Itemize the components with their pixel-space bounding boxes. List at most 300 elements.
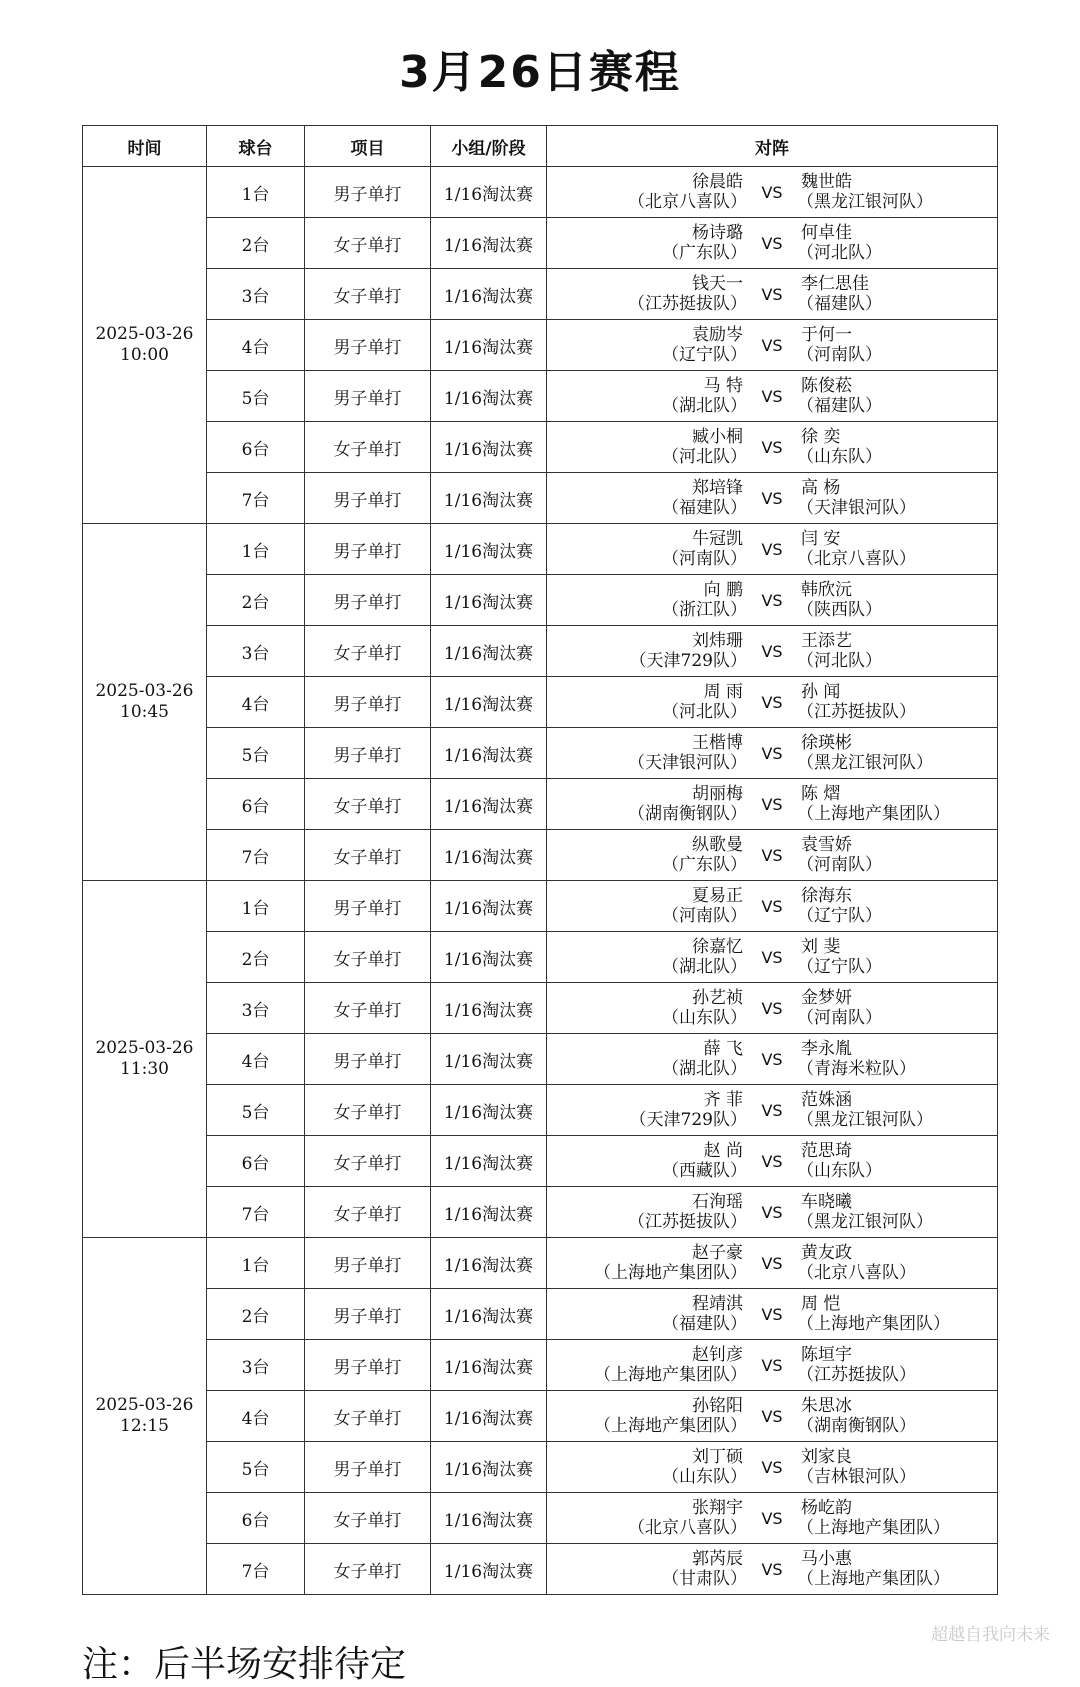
event-cell: 女子单打 (305, 1085, 431, 1136)
player-team: （上海地产集团队） (797, 1314, 950, 1334)
player-team: （广东队） (662, 243, 747, 263)
player-right (793, 631, 997, 671)
match-cell (547, 932, 998, 983)
stage-cell: 1/16淘汰赛 (431, 1493, 547, 1544)
player-right (793, 1192, 997, 1232)
table-row (83, 932, 998, 983)
player-name: 孙铭阳 (692, 1396, 743, 1416)
player-right (793, 172, 997, 212)
player-right (793, 937, 997, 977)
player-left (547, 1243, 751, 1283)
stage-cell: 1/16淘汰赛 (431, 1136, 547, 1187)
table-row (83, 1544, 998, 1595)
player-left (547, 988, 751, 1028)
stage-cell: 1/16淘汰赛 (431, 524, 547, 575)
event-cell: 男子单打 (305, 473, 431, 524)
player-name: 纵歌曼 (692, 835, 743, 855)
vs-label: VS (761, 1355, 783, 1375)
event-cell: 女子单打 (305, 626, 431, 677)
player-team: （江苏挺拔队） (797, 702, 916, 722)
player-team: （上海地产集团队） (594, 1263, 747, 1283)
table-row (83, 1187, 998, 1238)
table-row (83, 320, 998, 371)
vs-label: VS (761, 335, 783, 355)
player-name: 徐晨皓 (692, 172, 743, 192)
player-team: （江苏挺拔队） (628, 1212, 747, 1232)
player-name: 马小惠 (801, 1549, 852, 1569)
table-number-cell: 5台 (207, 728, 305, 779)
matchup (547, 983, 997, 1033)
player-team: （黑龙江银河队） (797, 1110, 933, 1130)
event-cell: 男子单打 (305, 1289, 431, 1340)
event-cell: 女子单打 (305, 983, 431, 1034)
table-number-cell: 3台 (207, 269, 305, 320)
player-name: 袁励岑 (692, 325, 743, 345)
match-cell (547, 575, 998, 626)
matchup (547, 269, 997, 319)
matchup (547, 1034, 997, 1084)
stage-cell: 1/16淘汰赛 (431, 677, 547, 728)
table-row (83, 626, 998, 677)
table-number-cell: 3台 (207, 1340, 305, 1391)
player-team: （上海地产集团队） (594, 1416, 747, 1436)
vs-label: VS (761, 998, 783, 1018)
table-row (83, 1289, 998, 1340)
table-row (83, 1391, 998, 1442)
player-team: （天津729队） (629, 1110, 747, 1130)
player-right (793, 1447, 997, 1487)
event-cell: 男子单打 (305, 1442, 431, 1493)
stage-cell: 1/16淘汰赛 (431, 422, 547, 473)
matchup (547, 1340, 997, 1390)
player-right (793, 682, 997, 722)
player-name: 徐嘉忆 (692, 937, 743, 957)
player-team: （湖北队） (662, 396, 747, 416)
header-row (83, 126, 998, 167)
player-name: 闫 安 (801, 529, 841, 549)
player-team: （上海地产集团队） (594, 1365, 747, 1385)
table-row (83, 473, 998, 524)
player-team: （福建队） (797, 396, 882, 416)
schedule-body (83, 167, 998, 1595)
vs-label: VS (761, 692, 783, 712)
vs-label: VS (761, 1253, 783, 1273)
player-team: （山东队） (662, 1008, 747, 1028)
stage-cell: 1/16淘汰赛 (431, 1238, 547, 1289)
player-name: 朱思冰 (801, 1396, 852, 1416)
matchup (547, 1238, 997, 1288)
event-cell: 男子单打 (305, 677, 431, 728)
date-text: 2025-03-26 (95, 1395, 194, 1415)
event-cell: 女子单打 (305, 422, 431, 473)
stage-cell: 1/16淘汰赛 (431, 473, 547, 524)
player-team: （黑龙江银河队） (797, 753, 933, 773)
player-name: 夏易正 (692, 886, 743, 906)
matchup (547, 677, 997, 727)
matchup (547, 1442, 997, 1492)
stage-cell: 1/16淘汰赛 (431, 1289, 547, 1340)
table-number-cell: 5台 (207, 1442, 305, 1493)
vs-label: VS (761, 1559, 783, 1579)
matchup (547, 320, 997, 370)
table-number-cell: 1台 (207, 524, 305, 575)
player-name: 周 恺 (801, 1294, 841, 1314)
player-team: （河北队） (662, 702, 747, 722)
player-team: （上海地产集团队） (797, 804, 950, 824)
player-team: （吉林银河队） (797, 1467, 916, 1487)
time-cell (83, 1238, 207, 1595)
stage-cell: 1/16淘汰赛 (431, 1340, 547, 1391)
match-cell (547, 677, 998, 728)
player-team: （北京八喜队） (628, 1518, 747, 1538)
table-number-cell: 5台 (207, 1085, 305, 1136)
note-text: 注：后半场安排待定 (82, 1644, 407, 1685)
player-name: 于何一 (801, 325, 852, 345)
player-name: 马 特 (703, 376, 743, 396)
match-cell (547, 1034, 998, 1085)
player-right (793, 1294, 997, 1334)
player-name: 王楷博 (692, 733, 743, 753)
player-name: 陈俊菘 (801, 376, 852, 396)
stage-cell: 1/16淘汰赛 (431, 1085, 547, 1136)
player-name: 程靖淇 (692, 1294, 743, 1314)
table-number-cell: 4台 (207, 677, 305, 728)
player-right (793, 427, 997, 467)
player-team: （北京八喜队） (628, 192, 747, 212)
matchup (547, 779, 997, 829)
player-name: 徐海东 (801, 886, 852, 906)
player-name: 薛 飞 (703, 1039, 743, 1059)
player-right (793, 988, 997, 1028)
player-team: （河北队） (662, 447, 747, 467)
table-number-cell: 2台 (207, 932, 305, 983)
player-name: 齐 菲 (703, 1090, 743, 1110)
player-name: 向 鹏 (703, 580, 743, 600)
table-row (83, 1238, 998, 1289)
matchup (547, 1085, 997, 1135)
player-name: 陈垣宇 (801, 1345, 852, 1365)
match-cell (547, 1085, 998, 1136)
matchup (547, 371, 997, 421)
match-cell (547, 1289, 998, 1340)
match-cell (547, 779, 998, 830)
event-cell: 女子单打 (305, 218, 431, 269)
match-cell (547, 830, 998, 881)
stage-cell: 1/16淘汰赛 (431, 269, 547, 320)
player-left (547, 376, 751, 416)
player-team: （河南队） (662, 906, 747, 926)
vs-label: VS (761, 947, 783, 967)
player-team: （上海地产集团队） (797, 1569, 950, 1589)
player-team: （湖北队） (662, 1059, 747, 1079)
stage-cell: 1/16淘汰赛 (431, 1442, 547, 1493)
player-name: 范姝涵 (801, 1090, 852, 1110)
header-table: 球台 (207, 126, 305, 167)
vs-label: VS (761, 386, 783, 406)
player-name: 赵子豪 (692, 1243, 743, 1263)
player-right (793, 1549, 997, 1589)
player-team: （河北队） (797, 651, 882, 671)
match-cell (547, 1136, 998, 1187)
stage-cell: 1/16淘汰赛 (431, 932, 547, 983)
stage-cell: 1/16淘汰赛 (431, 983, 547, 1034)
vs-label: VS (761, 182, 783, 202)
table-number-cell: 2台 (207, 218, 305, 269)
vs-label: VS (761, 641, 783, 661)
player-name: 赵 尚 (703, 1141, 743, 1161)
player-right (793, 223, 997, 263)
player-team: （天津银河队） (797, 498, 916, 518)
player-name: 李永胤 (801, 1039, 852, 1059)
table-row (83, 983, 998, 1034)
event-cell: 女子单打 (305, 932, 431, 983)
player-name: 赵钊彦 (692, 1345, 743, 1365)
player-left (547, 223, 751, 263)
player-team: （陕西队） (797, 600, 882, 620)
player-left (547, 835, 751, 875)
stage-cell: 1/16淘汰赛 (431, 575, 547, 626)
vs-label: VS (761, 284, 783, 304)
table-row (83, 1136, 998, 1187)
table-number-cell: 1台 (207, 167, 305, 218)
table-number-cell: 7台 (207, 830, 305, 881)
player-right (793, 376, 997, 416)
player-name: 刘家良 (801, 1447, 852, 1467)
table-number-cell: 5台 (207, 371, 305, 422)
player-right (793, 1498, 997, 1538)
player-left (547, 937, 751, 977)
table-number-cell: 7台 (207, 473, 305, 524)
player-name: 高 杨 (801, 478, 841, 498)
table-row (83, 728, 998, 779)
player-name: 孙艺祯 (692, 988, 743, 1008)
table-number-cell: 2台 (207, 1289, 305, 1340)
event-cell: 男子单打 (305, 881, 431, 932)
player-right (793, 478, 997, 518)
match-cell (547, 422, 998, 473)
player-left (547, 1447, 751, 1487)
matchup (547, 575, 997, 625)
match-cell (547, 1493, 998, 1544)
player-name: 王添艺 (801, 631, 852, 651)
player-left (547, 631, 751, 671)
player-right (793, 1039, 997, 1079)
player-left (547, 1498, 751, 1538)
matchup (547, 881, 997, 931)
player-left (547, 529, 751, 569)
player-name: 黄友政 (801, 1243, 852, 1263)
player-name: 魏世皓 (801, 172, 852, 192)
player-name: 臧小桐 (692, 427, 743, 447)
player-team: （辽宁队） (797, 957, 882, 977)
player-team: （河南队） (797, 345, 882, 365)
table-number-cell: 4台 (207, 1391, 305, 1442)
header-event: 项目 (305, 126, 431, 167)
player-team: （甘肃队） (662, 1569, 747, 1589)
table-row (83, 371, 998, 422)
stage-cell: 1/16淘汰赛 (431, 830, 547, 881)
player-name: 钱天一 (692, 274, 743, 294)
vs-label: VS (761, 590, 783, 610)
player-team: （湖北队） (662, 957, 747, 977)
player-team: （西藏队） (662, 1161, 747, 1181)
match-cell (547, 167, 998, 218)
matchup (547, 218, 997, 268)
table-row (83, 779, 998, 830)
table-number-cell: 7台 (207, 1187, 305, 1238)
date-text: 2025-03-26 (95, 681, 194, 701)
table-number-cell: 4台 (207, 1034, 305, 1085)
table-number-cell: 3台 (207, 626, 305, 677)
player-left (547, 172, 751, 212)
vs-label: VS (761, 233, 783, 253)
player-left (547, 1345, 751, 1385)
player-team: （辽宁队） (662, 345, 747, 365)
player-team: （青海米粒队） (797, 1059, 916, 1079)
player-name: 牛冠凯 (692, 529, 743, 549)
player-left (547, 580, 751, 620)
player-team: （北京八喜队） (797, 549, 916, 569)
match-cell (547, 1340, 998, 1391)
stage-cell: 1/16淘汰赛 (431, 1391, 547, 1442)
table-row (83, 575, 998, 626)
player-right (793, 325, 997, 365)
player-right (793, 733, 997, 773)
event-cell: 男子单打 (305, 1238, 431, 1289)
header-stage: 小组/阶段 (431, 126, 547, 167)
player-name: 袁雪娇 (801, 835, 852, 855)
table-row (83, 881, 998, 932)
matchup (547, 1136, 997, 1186)
watermark: 超越自我向未来 (931, 1625, 1050, 1645)
player-right (793, 1090, 997, 1130)
match-cell (547, 320, 998, 371)
vs-label: VS (761, 1202, 783, 1222)
event-cell: 女子单打 (305, 1544, 431, 1595)
table-number-cell: 6台 (207, 422, 305, 473)
time-text: 10:00 (120, 345, 169, 365)
table-number-cell: 7台 (207, 1544, 305, 1595)
player-name: 石洵瑶 (692, 1192, 743, 1212)
player-right (793, 784, 997, 824)
stage-cell: 1/16淘汰赛 (431, 728, 547, 779)
matchup (547, 422, 997, 472)
player-right (793, 529, 997, 569)
matchup (547, 167, 997, 217)
time-text: 12:15 (120, 1416, 169, 1436)
player-left (547, 1090, 751, 1130)
player-right (793, 1243, 997, 1283)
player-left (547, 1549, 751, 1589)
stage-cell: 1/16淘汰赛 (431, 1544, 547, 1595)
player-name: 金梦妍 (801, 988, 852, 1008)
table-row (83, 1340, 998, 1391)
time-cell (83, 167, 207, 524)
player-name: 韩欣沅 (801, 580, 852, 600)
player-left (547, 325, 751, 365)
table-number-cell: 1台 (207, 881, 305, 932)
matchup (547, 728, 997, 778)
player-right (793, 1345, 997, 1385)
player-name: 周 雨 (703, 682, 743, 702)
player-team: （河北队） (797, 243, 882, 263)
table-row (83, 218, 998, 269)
player-name: 陈 熠 (801, 784, 841, 804)
player-left (547, 427, 751, 467)
player-name: 郭芮辰 (692, 1549, 743, 1569)
event-cell: 男子单打 (305, 167, 431, 218)
vs-label: VS (761, 1151, 783, 1171)
player-name: 车晓曦 (801, 1192, 852, 1212)
player-right (793, 1396, 997, 1436)
vs-label: VS (761, 1508, 783, 1528)
player-team: （河南队） (797, 1008, 882, 1028)
player-name: 徐 奕 (801, 427, 841, 447)
player-team: （辽宁队） (797, 906, 882, 926)
vs-label: VS (761, 539, 783, 559)
matchup (547, 830, 997, 880)
vs-label: VS (761, 845, 783, 865)
stage-cell: 1/16淘汰赛 (431, 779, 547, 830)
player-left (547, 1192, 751, 1232)
player-team: （河南队） (797, 855, 882, 875)
player-name: 李仁思佳 (801, 274, 869, 294)
stage-cell: 1/16淘汰赛 (431, 320, 547, 371)
player-right (793, 886, 997, 926)
matchup (547, 626, 997, 676)
matchup (547, 1391, 997, 1441)
match-cell (547, 1391, 998, 1442)
stage-cell: 1/16淘汰赛 (431, 626, 547, 677)
player-left (547, 733, 751, 773)
vs-label: VS (761, 1100, 783, 1120)
event-cell: 男子单打 (305, 1340, 431, 1391)
match-cell (547, 524, 998, 575)
table-row (83, 830, 998, 881)
player-name: 孙 闻 (801, 682, 841, 702)
match-cell (547, 218, 998, 269)
table-row (83, 1493, 998, 1544)
matchup (547, 1544, 997, 1594)
player-team: （山东队） (797, 1161, 882, 1181)
player-right (793, 835, 997, 875)
table-row (83, 422, 998, 473)
table-number-cell: 1台 (207, 1238, 305, 1289)
date-text: 2025-03-26 (95, 1038, 194, 1058)
player-team: （江苏挺拔队） (628, 294, 747, 314)
player-team: （上海地产集团队） (797, 1518, 950, 1538)
player-team: （山东队） (662, 1467, 747, 1487)
table-row (83, 1085, 998, 1136)
match-cell (547, 983, 998, 1034)
vs-label: VS (761, 1049, 783, 1069)
event-cell: 男子单打 (305, 371, 431, 422)
player-team: （北京八喜队） (797, 1263, 916, 1283)
table-number-cell: 6台 (207, 1493, 305, 1544)
page-title: 3月26日赛程 (399, 47, 681, 98)
player-right (793, 580, 997, 620)
player-left (547, 274, 751, 314)
event-cell: 女子单打 (305, 1187, 431, 1238)
stage-cell: 1/16淘汰赛 (431, 167, 547, 218)
table-number-cell: 6台 (207, 779, 305, 830)
event-cell: 男子单打 (305, 1034, 431, 1085)
player-team: （福建队） (797, 294, 882, 314)
matchup (547, 524, 997, 574)
match-cell (547, 1544, 998, 1595)
event-cell: 男子单打 (305, 728, 431, 779)
stage-cell: 1/16淘汰赛 (431, 1034, 547, 1085)
